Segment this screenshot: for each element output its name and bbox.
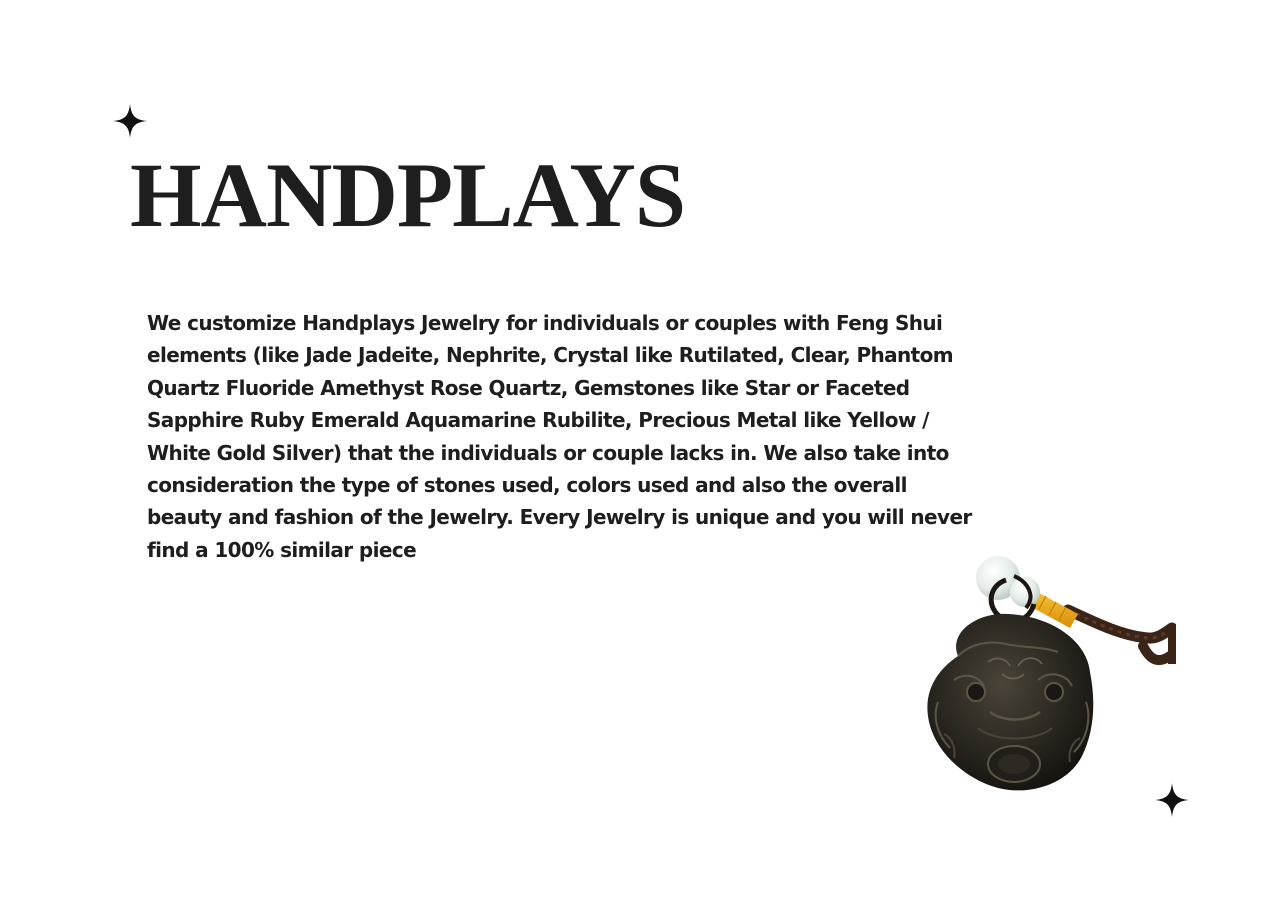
sparkle-icon: [113, 104, 147, 138]
carved-black-pendant-image: [918, 552, 1176, 800]
description-text: We customize Handplays Jewelry for individuals or couples with Feng Shui elements (like Jade Jadeite, Nephrite, Crystal like Rutilated, Clear, Phantom Quartz Fluoride Amethyst Rose Quartz, Gemstones like Star or Faceted Sapphire Ruby Emerald Aquamarine Rubilite, Precious Metal like Yellow / White Gold Silver) that the individuals or couple lacks in. We also take into consideration the type of stones used, colors used and also the overall beauty and fashion of the Jewelry. Every Jewelry is unique and you will never find a 100% similar piece: [147, 311, 972, 562]
brand-title: HANDPLAYS: [130, 144, 686, 246]
sparkle-icon: [1155, 783, 1189, 817]
